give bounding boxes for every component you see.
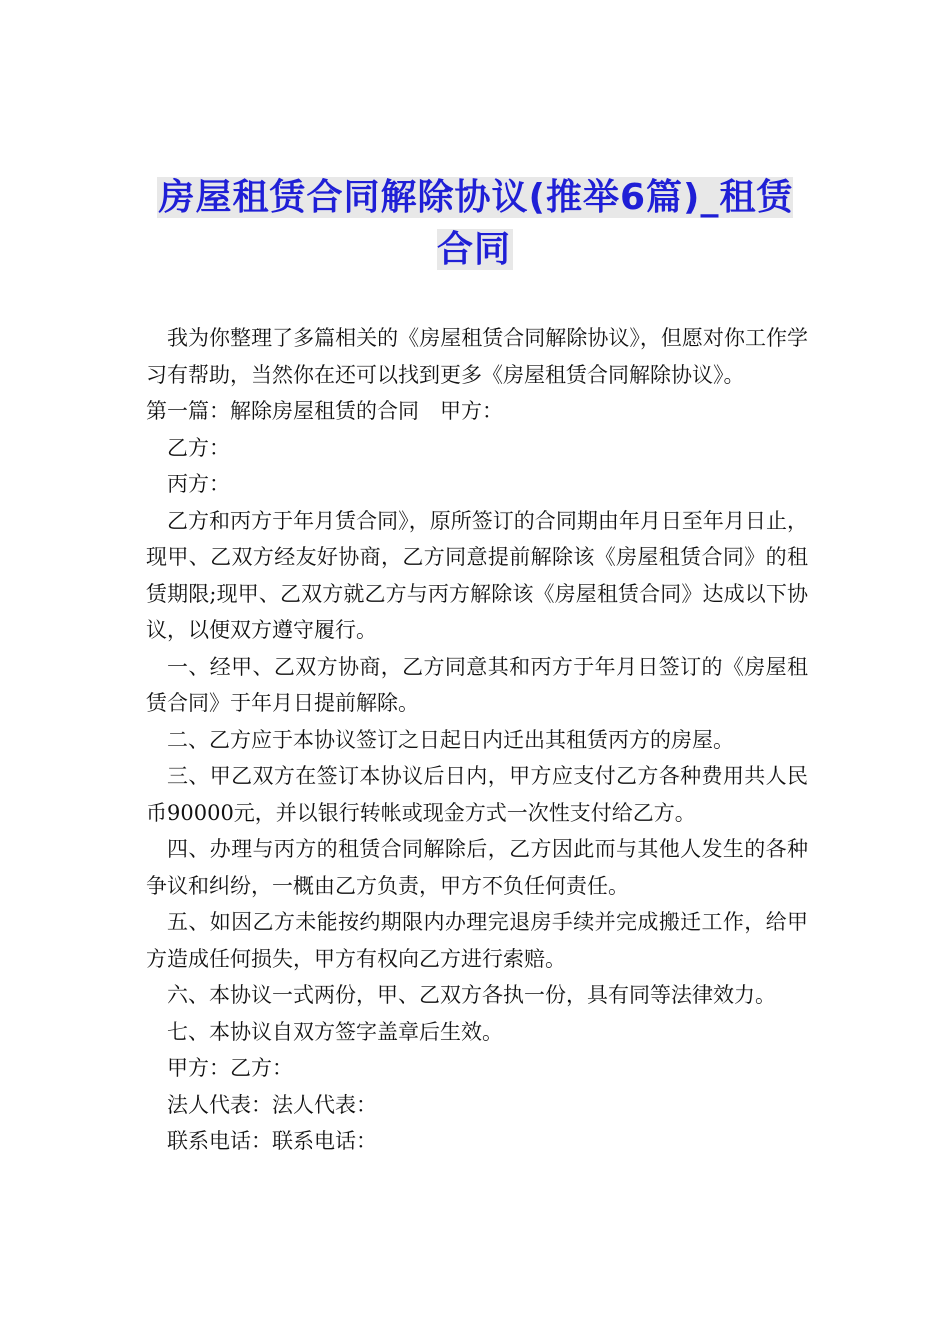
- section-heading-first: 第一篇：解除房屋租赁的合同 甲方：: [146, 399, 503, 423]
- party-b-label: 乙方：: [167, 435, 230, 460]
- signature-representatives: 法人代表：法人代表：: [167, 1092, 377, 1117]
- signature-parties: 甲方：乙方：: [167, 1056, 293, 1080]
- document-body: [146, 320, 808, 1160]
- clause-4: 四、办理与丙方的租赁合同解除后，乙方因此而与其他人发生的各种争议和纠纷，一概由乙方负责，甲方不负任何责任。: [146, 837, 808, 898]
- clause-2: 二、乙方应于本协议签订之日起日内迁出其租赁丙方的房屋。: [167, 727, 734, 752]
- clause-5: 五、如因乙方未能按约期限内办理完退房手续并完成搬迁工作，给甲方造成任何损失，甲方有权向乙方进行索赔。: [146, 910, 808, 971]
- party-c-label: 丙方：: [167, 472, 230, 496]
- document-title-text: 房屋租赁合同解除协议(推举6篇)_租赁合同: [158, 177, 794, 270]
- agreement-preamble: 乙方和丙方于年月赁合同》，原所签订的合同期由年月日至年月日止，现甲、乙双方经友好协商，乙方同意提前解除该《房屋租赁合同》的租赁期限;现甲、乙双方就乙方与丙方解除该《房屋租赁合同》达成以下协议，以便双方遵守履行。: [146, 508, 808, 642]
- clause-6: 六、本协议一式两份，甲、乙双方各执一份，具有同等法律效力。: [167, 983, 776, 1007]
- clause-1: 一、经甲、乙双方协商，乙方同意其和丙方于年月日签订的《房屋租赁合同》于年月日提前解除。: [146, 654, 808, 715]
- document-title: [150, 172, 800, 276]
- intro-paragraph: 我为你整理了多篇相关的《房屋租赁合同解除协议》，但愿对你工作学习有帮助，当然你在还可以找到更多《房屋租赁合同解除协议》。: [146, 326, 808, 387]
- clause-7: 七、本协议自双方签字盖章后生效。: [167, 1019, 503, 1044]
- clause-3: 三、甲乙双方在签订本协议后日内，甲方应支付乙方各种费用共人民币90000元，并以银行转帐或现金方式一次性支付给乙方。: [146, 764, 808, 825]
- signature-phones: 联系电话：联系电话：: [167, 1129, 377, 1153]
